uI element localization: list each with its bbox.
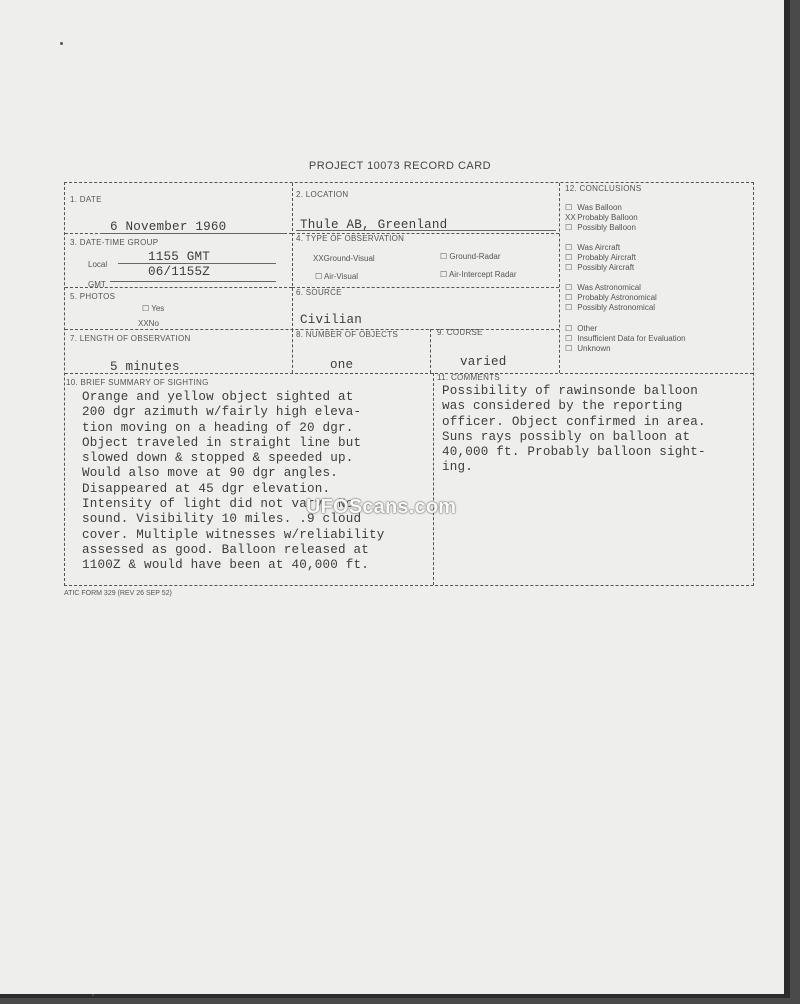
conclusion-text: Other xyxy=(577,324,598,333)
summary-line: Object traveled in straight line but xyxy=(82,435,362,450)
conclusion-text: Probably Astronomical xyxy=(577,293,657,302)
card-title: PROJECT 10073 RECORD CARD xyxy=(308,160,492,172)
gmt-time-value: 06/1155Z xyxy=(148,265,211,279)
comments-line: ing. xyxy=(442,460,474,475)
summary-line: Orange and yellow object sighted at xyxy=(82,390,354,404)
checkbox: ☐ xyxy=(565,334,573,343)
location-label: 2. LOCATION xyxy=(296,190,349,199)
watermark: UFOScans.com xyxy=(306,496,457,518)
summary-line: tion moving on a heading of 20 dgr. xyxy=(82,420,354,435)
option-text: Ground-Radar xyxy=(449,252,501,261)
mark: XX xyxy=(138,319,149,328)
checkbox: ☐ xyxy=(565,303,573,312)
option-text: Yes xyxy=(151,304,165,313)
mark: XX xyxy=(313,254,324,263)
summary-line: assessed as good. Balloon released at xyxy=(82,542,370,557)
number-of-objects-value: one xyxy=(330,358,354,372)
summary-line: Intensity of light did not vary. No xyxy=(82,497,354,512)
comments-label: 11. COMMENTS xyxy=(437,373,501,382)
form-number: ATIC FORM 329 (REV 26 SEP 52) xyxy=(64,590,172,597)
conclusion-possibly-aircraft xyxy=(565,263,634,272)
conclusion-probably-astronomical xyxy=(565,293,657,302)
summary-text xyxy=(82,390,385,574)
number-of-objects-label: 8. NUMBER OF OBJECTS xyxy=(296,330,399,339)
checkbox: ☐ xyxy=(565,203,573,212)
checkbox: ☐ xyxy=(565,223,573,232)
conclusions-label: 12. CONCLUSIONS xyxy=(565,184,642,193)
checkbox: ☐ xyxy=(565,293,573,302)
conclusion-probably-balloon xyxy=(565,213,638,222)
conclusion-possibly-astronomical xyxy=(565,303,655,312)
summary-line: sound. Visibility 10 miles. .9 cloud xyxy=(82,512,362,527)
option-text: Air-Intercept Radar xyxy=(448,270,517,279)
date-time-group-label: 3. DATE-TIME GROUP xyxy=(70,238,159,247)
checkbox: ☐ xyxy=(440,270,448,279)
checkbox: ☐ xyxy=(565,283,573,292)
conclusion-text: Possibly Aircraft xyxy=(577,263,635,272)
photos-label: 5. PHOTOS xyxy=(70,292,116,301)
observation-ground-radar xyxy=(440,252,501,261)
conclusion-was-aircraft xyxy=(565,243,620,252)
checkbox: ☐ xyxy=(142,304,150,313)
conclusion-unknown xyxy=(565,344,611,353)
mark: XX xyxy=(565,213,576,222)
summary-line: cover. Multiple witnesses w/reliability xyxy=(82,527,385,542)
observation-ground-visual xyxy=(313,254,375,263)
type-of-observation-label: 4. TYPE OF OBSERVATION xyxy=(296,234,405,243)
comments-text xyxy=(442,384,706,476)
conclusion-text: Was Balloon xyxy=(577,203,622,212)
summary-line: 200 dgr azimuth w/fairly high eleva- xyxy=(82,405,362,420)
checkbox: ☐ xyxy=(565,344,573,353)
course-value: varied xyxy=(460,355,507,369)
length-label: 7. LENGTH OF OBSERVATION xyxy=(70,334,191,343)
observation-air-intercept-radar xyxy=(440,270,517,279)
conclusion-was-astronomical xyxy=(565,283,641,292)
conclusion-text: Was Astronomical xyxy=(577,283,641,292)
conclusion-text: Was Aircraft xyxy=(577,243,621,252)
source-value: Civilian xyxy=(300,313,363,327)
local-label: Local xyxy=(88,260,108,269)
option-text: Ground-Visual xyxy=(323,254,375,263)
conclusion-text: Possibly Balloon xyxy=(577,223,636,232)
observation-air-visual xyxy=(315,272,358,281)
comments-line: Possibility of rawinsonde balloon xyxy=(442,384,698,398)
conclusion-text: Insufficient Data for Evaluation xyxy=(577,334,686,343)
checkbox: ☐ xyxy=(315,272,323,281)
conclusion-probably-aircraft xyxy=(565,253,636,262)
checkbox: ☐ xyxy=(565,263,573,272)
checkbox: ☐ xyxy=(565,253,573,262)
conclusion-text: Unknown xyxy=(577,344,611,353)
comments-line: was considered by the reporting xyxy=(442,399,683,414)
photos-yes xyxy=(142,304,164,313)
option-text: Air-Visual xyxy=(323,272,359,281)
location-value: Thule AB, Greenland xyxy=(300,218,448,232)
conclusion-text: Probably Balloon xyxy=(577,213,638,222)
comments-line: Suns rays possibly on balloon at xyxy=(442,429,691,444)
scan-speck xyxy=(92,994,94,996)
scan-speck xyxy=(60,42,63,45)
summary-line: 1100Z & would have been at 40,000 ft. xyxy=(82,558,370,573)
photos-no xyxy=(138,319,159,328)
gmt-label: GMT xyxy=(88,280,106,289)
date-value: 6 November 1960 xyxy=(110,220,227,234)
conclusion-text: Possibly Astronomical xyxy=(577,303,656,312)
summary-line: slowed down & stopped & speeded up. xyxy=(82,451,354,466)
length-value: 5 minutes xyxy=(110,360,180,374)
local-time-value: 1155 GMT xyxy=(148,250,211,264)
summary-line: Disappeared at 45 dgr elevation. xyxy=(82,481,331,496)
checkbox: ☐ xyxy=(565,243,573,252)
conclusion-insufficient-data xyxy=(565,334,686,343)
course-label: 9. COURSE xyxy=(437,328,483,337)
conclusion-possibly-balloon xyxy=(565,223,636,232)
summary-line: Would also move at 90 dgr angles. xyxy=(82,466,338,481)
date-label: 1. DATE xyxy=(70,195,102,204)
summary-label: 10. BRIEF SUMMARY OF SIGHTING xyxy=(66,378,209,387)
comments-line: officer. Object confirmed in area. xyxy=(442,414,706,429)
source-label: 6. SOURCE xyxy=(296,288,342,297)
conclusion-was-balloon xyxy=(565,203,622,212)
checkbox: ☐ xyxy=(565,324,573,333)
conclusion-other xyxy=(565,324,597,333)
conclusion-text: Probably Aircraft xyxy=(577,253,636,262)
checkbox: ☐ xyxy=(440,252,448,261)
comments-line: 40,000 ft. Probably balloon sight- xyxy=(442,445,706,460)
option-text: No xyxy=(148,319,159,328)
